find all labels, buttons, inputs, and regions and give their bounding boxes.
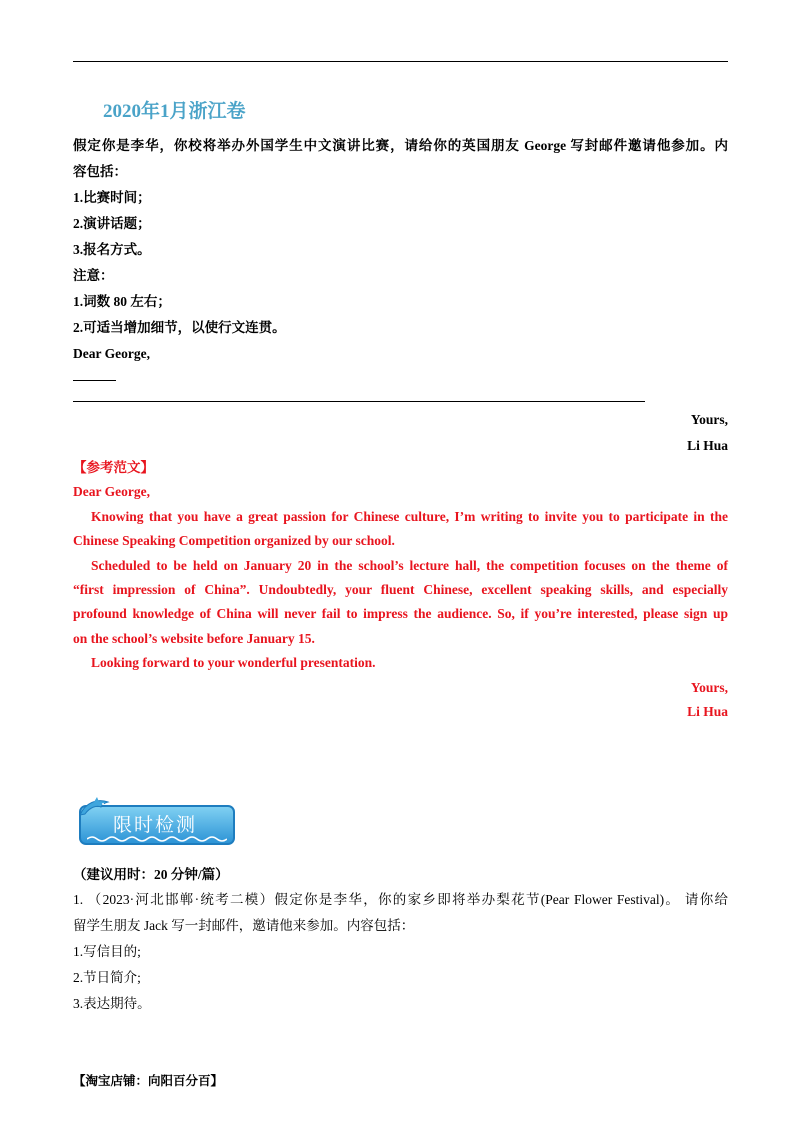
prompt-item-1: 1.比赛时间； <box>73 190 151 205</box>
exercise-item-2: 2.节日简介; <box>73 970 141 985</box>
note-1: 1.词数 80 左右； <box>73 294 171 309</box>
reference-essay <box>73 456 728 724</box>
section-title: 2020年1月浙江卷 <box>103 101 246 122</box>
exercise-item-1: 1.写信目的; <box>73 944 141 959</box>
reference-p2-line2: “first impression of China”. Undoubtedly, your fluent Chinese, excellent speaking skills, and especially <box>73 582 728 598</box>
footer-shop-label: 【淘宝店铺：向阳百分百】 <box>73 1074 224 1088</box>
prompt-item-2: 2.演讲话题； <box>73 216 151 231</box>
reference-p2-line3: profound knowledge of China will never fail to impress the audience. So, if you’re interested, please sign up <box>73 606 728 622</box>
reference-p2-line1: Scheduled to be held on January 20 in the school’s lecture hall, the competition focuses on the theme of <box>91 557 728 573</box>
prompt-salutation: Dear George, <box>73 346 150 361</box>
exercise-item-3: 3.表达期待。 <box>73 996 151 1011</box>
prompt-signature: Li Hua <box>687 438 728 453</box>
note-label: 注意： <box>73 268 114 283</box>
timed-test-badge <box>77 795 237 851</box>
wave-decoration-icon <box>87 835 227 843</box>
prompt-item-3: 3.报名方式。 <box>73 242 151 257</box>
dolphin-icon <box>77 795 113 823</box>
reference-p2-line4: on the school’s website before January 15. <box>73 630 315 646</box>
writing-blank-short <box>73 380 116 381</box>
exercise <box>73 887 728 1017</box>
prompt <box>73 133 728 367</box>
reference-p1-line2: Chinese Speaking Competition organized by our school. <box>73 533 395 549</box>
reference-closing: Yours, <box>690 679 728 695</box>
reference-p1-line1: Knowing that you have a great passion for Chinese culture, I’m writing to invite you to participate in the <box>91 508 728 524</box>
reference-signature: Li Hua <box>687 704 728 720</box>
writing-blank-long <box>73 401 645 402</box>
reference-label: 【参考范文】 <box>73 460 154 475</box>
prompt-signoff <box>73 407 728 459</box>
reference-p3: Looking forward to your wonderful presentation. <box>91 655 376 671</box>
time-hint-text: （建议用时：20 分钟/篇） <box>73 867 229 882</box>
badge-label: 限时检测 <box>113 814 198 836</box>
time-hint <box>73 862 728 888</box>
exercise-q1-line2: 留学生朋友 Jack 写一封邮件，邀请他来参加。内容包括： <box>73 918 415 933</box>
prompt-intro-line2: 容包括： <box>73 164 127 179</box>
prompt-intro-line1: 假定你是李华，你校将举办外国学生中文演讲比赛，请给你的英国朋友 George 写封邮件邀请他参加。内 <box>73 138 728 153</box>
reference-salutation: Dear George, <box>73 484 150 500</box>
exercise-q1-line1: 1. （2023·河北邯郸·统考二模）假定你是李华，你的家乡即将举办梨花节(Pear Flower Festival)。 请你给 <box>73 892 728 907</box>
prompt-closing: Yours, <box>690 412 728 427</box>
note-2: 2.可适当增加细节，以使行文连贯。 <box>73 320 286 335</box>
top-rule <box>73 61 728 62</box>
